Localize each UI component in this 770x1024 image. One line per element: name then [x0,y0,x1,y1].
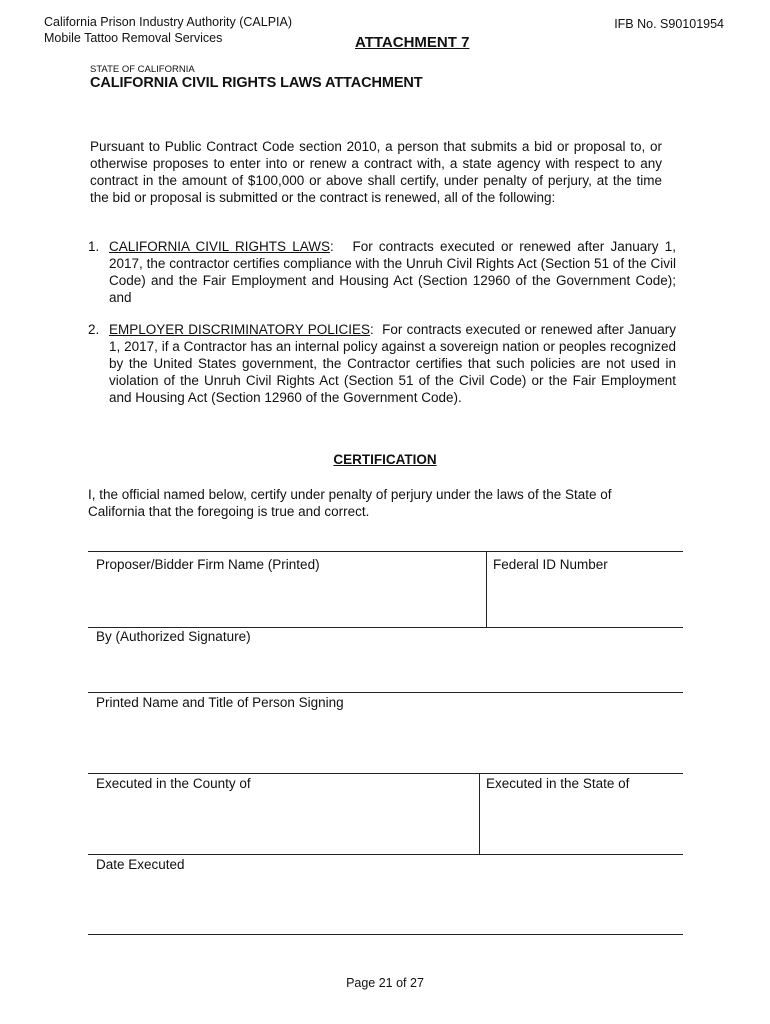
item-number: 2. [88,322,100,337]
header-org [44,14,292,46]
form-line [88,551,683,552]
form-line [88,692,683,693]
item-heading: EMPLOYER DISCRIMINATORY POLICIES [109,322,370,337]
federal-id-field[interactable]: Federal ID Number [493,557,608,572]
form-line [88,627,683,628]
form-divider [486,551,487,628]
intro-paragraph: Pursuant to Public Contract Code section 2010, a person that submits a bid or proposal to, or otherwise proposes to enter into or renew a contract with, a state agency with respect to any contract in the amount of $100,000 or above shall certify, under penalty of perjury, at the time the bid or proposal is submitted or the contract is renewed, all of the following: [90,139,662,205]
item-body: EMPLOYER DISCRIMINATORY POLICIES: For contracts executed or renewed after January 1, 2017, if a Contractor has an internal policy against a sovereign nation or peoples recognized by the United States government, the Contractor certifies that such policies are not used in violation of the Unruh Civil Rights Act (Section 51 of the Civil Code) or the Fair Employment and Housing Act (Section 12960 of the Government Code). [109,322,676,405]
org-name: California Prison Industry Authority (CALPIA) [44,15,293,29]
form-divider [479,773,480,855]
firm-name-field[interactable]: Proposer/Bidder Firm Name (Printed) [96,557,320,572]
signature-field[interactable]: By (Authorized Signature) [96,629,251,644]
form-line [88,773,683,774]
printed-name-field[interactable]: Printed Name and Title of Person Signing [96,695,344,710]
form-line [88,934,683,935]
item-text: For contracts executed or renewed after January 1, 2017, the contractor certifies compliance with the Unruh Civil Rights Act (Section 51 of the Civil Code) and the Fair Employment and Housing Act (Section 12960 of the Government Code); and [109,239,676,305]
item-text: For contracts executed or renewed after January 1, 2017, if a Contractor has an internal policy against a sovereign nation or peoples recognized by the United States government, the Contractor certifies that such policies are not used in violation of the Unruh Civil Rights Act (Section 51 of the Civil Code) or the Fair Employment and Housing Act (Section 12960 of the Government Code). [109,322,676,405]
certification-text: I, the official named below, certify under penalty of perjury under the laws of the State of California that the foregoing is true and correct. [88,487,612,519]
certification-heading: CERTIFICATION [333,452,437,467]
list-item [88,238,676,306]
form-line [88,854,683,855]
page-title: CALIFORNIA CIVIL RIGHTS LAWS ATTACHMENT [90,75,423,91]
state-field[interactable]: Executed in the State of [486,776,630,791]
ifb-number: IFB No. S90101954 [614,17,724,31]
item-number: 1. [88,239,100,254]
item-body: CALIFORNIA CIVIL RIGHTS LAWS: For contracts executed or renewed after January 1, 2017, the contractor certifies compliance with the Unruh Civil Rights Act (Section 51 of the Civil Code) and the Fair Employment and Housing Act (Section 12960 of the Government Code); and [109,239,676,305]
item-heading: CALIFORNIA CIVIL RIGHTS LAWS [109,239,330,254]
state-label: STATE OF CALIFORNIA [90,64,195,75]
page-number: Page 21 of 27 [346,976,424,990]
attachment-title: ATTACHMENT 7 [355,34,470,51]
county-field[interactable]: Executed in the County of [96,776,251,791]
project-name: Mobile Tattoo Removal Services [44,31,223,45]
list-item [88,321,676,406]
date-field[interactable]: Date Executed [96,857,185,872]
